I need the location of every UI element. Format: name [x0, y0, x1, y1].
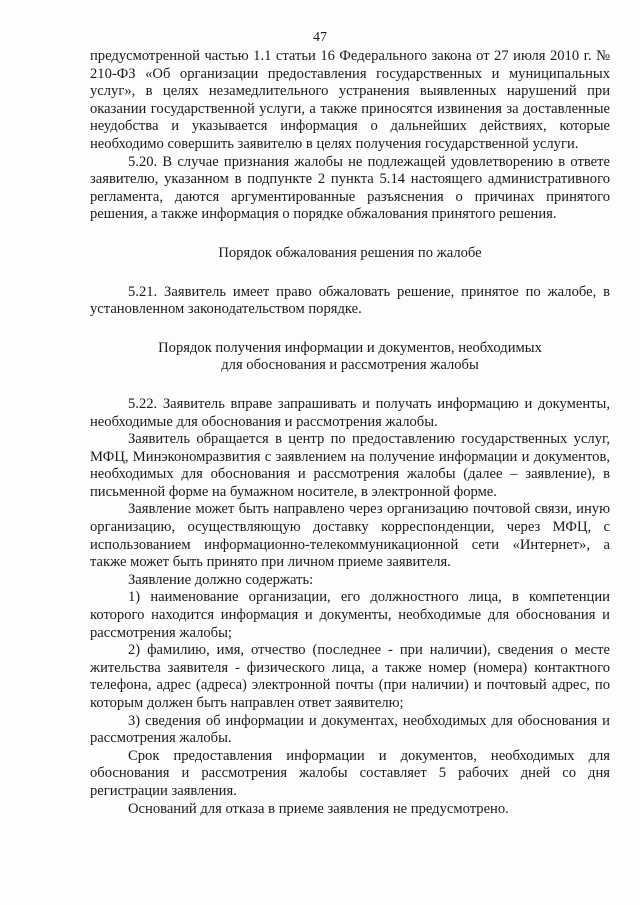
paragraph-contents-intro: Заявление должно содержать:	[128, 571, 314, 588]
list-item-2: 2) фамилию, имя, отчество (последнее - при наличии), сведения о месте жительства заявителя - физического лица, а также номер (номера) контактного телефона, адрес (адреса) электронной почты (при наличии) и почтовый адрес, по которым должен быть направлен ответ заявителю;	[90, 642, 610, 711]
paragraph-deadline: Срок предоставления информации и документов, необходимых для обоснования и рассмотрения жалобы составляет 5 рабочих дней со дня регистрации заявления.	[90, 747, 610, 799]
paragraph-5-20: 5.20. В случае признания жалобы не подлежащей удовлетворению в ответе заявителю, указанном в подпункте 2 пункта 5.14 настоящего административного регламента, даются аргументированные разъяснения о причинах принятого решения, а также информация о порядке обжалования принятого решения.	[90, 153, 610, 223]
paragraph-5-21: 5.21. Заявитель имеет право обжаловать решение, принятое по жалобе, в установленном законодательством порядке.	[90, 283, 610, 318]
paragraph-submission-channels: Заявление может быть направлено через организацию почтовой связи, иную организацию, осуществляющую доставку корреспонденции, через МФЦ, с использованием информационно-телекоммуникационной сети «Интернет», а также может быть принято при личном приеме заявителя.	[90, 501, 610, 571]
page-number: 47	[313, 30, 327, 45]
list-item-1: 1) наименование организации, его должностного лица, в компетенции которого находится информация и документы, необходимые для обоснования и рассмотрения жалобы;	[90, 589, 610, 641]
section-heading-info-line-1: Порядок получения информации и документов, необходимых	[158, 339, 542, 356]
list-item-3: 3) сведения об информации и документах, необходимых для обоснования и рассмотрения жалобы.	[90, 712, 610, 747]
section-heading-info-line-2: для обоснования и рассмотрения жалобы	[221, 357, 479, 374]
document-body	[90, 48, 610, 818]
paragraph-5-22: 5.22. Заявитель вправе запрашивать и получать информацию и документы, необходимые для обоснования и рассмотрения жалобы.	[90, 395, 610, 430]
paragraph-continuation: предусмотренной частью 1.1 статьи 16 Федерального закона от 27 июля 2010 г. № 210-ФЗ «Об организации предоставления государственных и муниципальных услуг», в целях незамедлительного устранения выявленных нарушений при оказании государственной услуги, а также приносятся извинения за доставленные неудобства и указывается информация о дальнейших действиях, которые необходимо совершить заявителю в целях получения государственной услуги.	[90, 48, 610, 152]
section-heading-appeal: Порядок обжалования решения по жалобе	[218, 244, 482, 261]
paragraph-applicant-request: Заявитель обращается в центр по предоставлению государственных услуг, МФЦ, Минэкономразвития с заявлением на получение информации и документов, необходимых для обоснования и рассмотрения жалобы (далее – заявление), в письменной форме на бумажном носителе, в электронной форме.	[90, 431, 610, 500]
paragraph-no-refusal: Оснований для отказа в приеме заявления не предусмотрено.	[128, 800, 509, 817]
